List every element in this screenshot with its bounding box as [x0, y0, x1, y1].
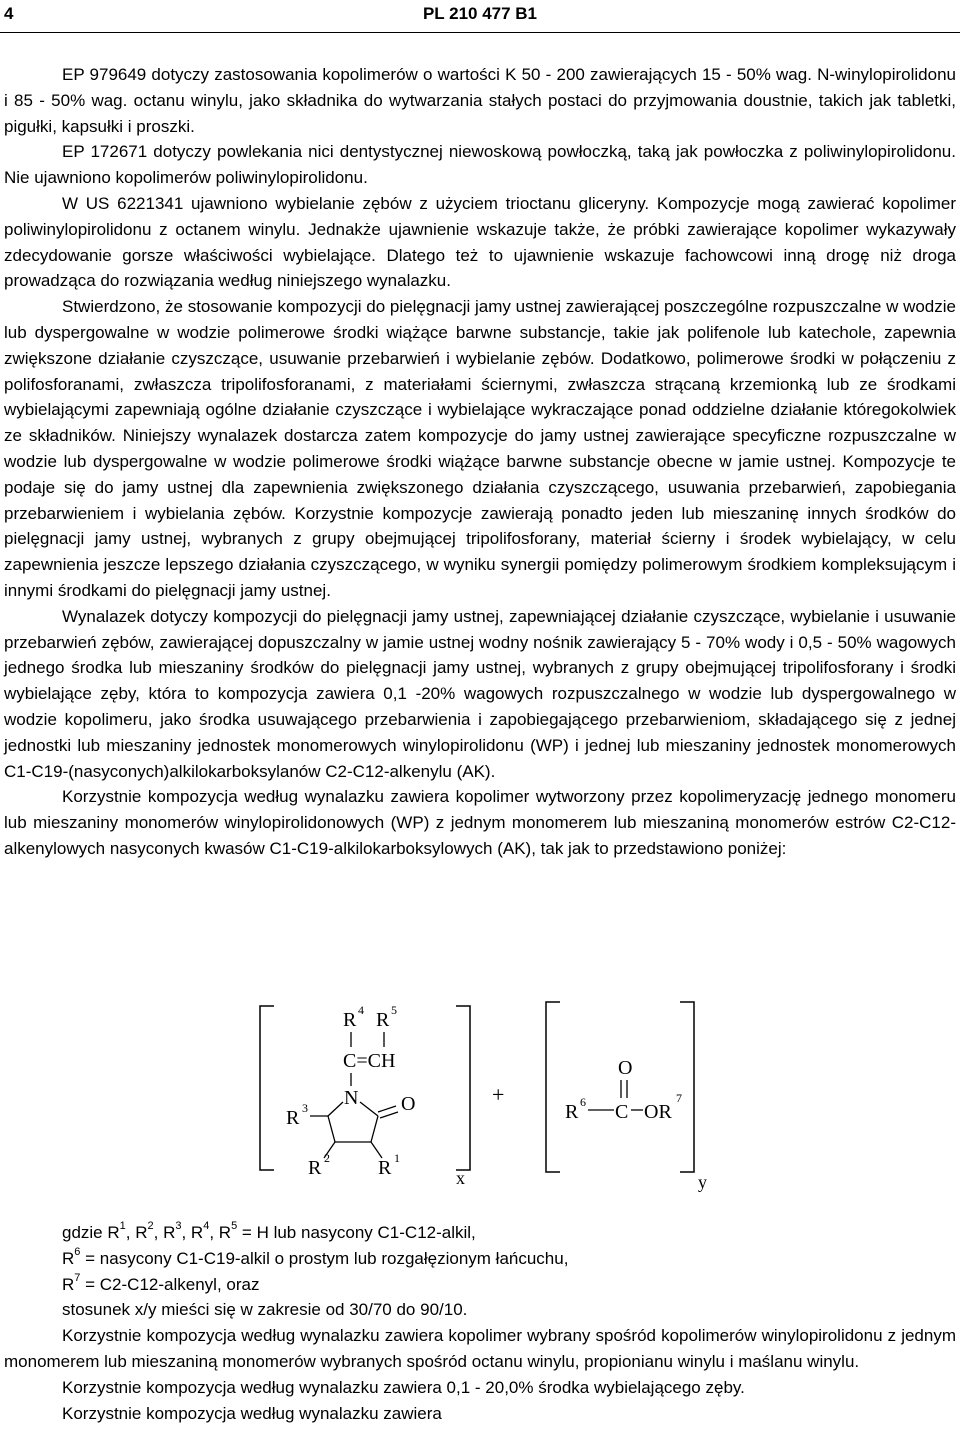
paragraph-ep979649: EP 979649 dotyczy zastosowania kopolimerów o wartości K 50 - 200 zawierających 15 - 50% wag. N-winylopirolidonu i 85 - 50% wag. octanu winylu, jako składnika do wytwarzania stałych postaci do przyjmowania doustnie, takich jak tabletki, pigułki, kapsułki i proszki. — [4, 65, 956, 136]
chemical-formula — [240, 992, 960, 1202]
def-text: , R — [153, 1223, 176, 1242]
label-oxygen-top: O — [618, 1057, 633, 1079]
document-body — [4, 62, 956, 862]
def-text: R — [62, 1274, 75, 1294]
bond-c-o-2 — [380, 1112, 398, 1118]
def-text: gdzie R — [62, 1223, 120, 1242]
label-or7: OR — [644, 1101, 672, 1123]
def-text: , R — [181, 1223, 204, 1242]
def-sup: 3 — [175, 1220, 182, 1233]
label-r4: R — [343, 1009, 357, 1031]
def-text: = H lub nasycony C1-C12-alkil, — [237, 1223, 476, 1242]
paragraph-copolymer-selection: Korzystnie kompozycja według wynalazku zawiera kopolimer wybrany spośród kopolimerów winylopirolidonu z jednym monomerem lub mieszaniną monomerów wybranych spośród octanu winylu, propionianu winylu i maślanu winylu. — [4, 1326, 956, 1371]
def-sup: 1 — [119, 1220, 126, 1233]
label-r2-sup: 2 — [324, 1151, 330, 1165]
bond-r1 — [371, 1142, 382, 1158]
def-sup: 5 — [231, 1220, 238, 1233]
label-r7-sup: 7 — [676, 1091, 682, 1105]
formula-drawing — [240, 992, 960, 1202]
bond-c-o-1 — [378, 1106, 396, 1112]
def-text: , R — [125, 1223, 148, 1242]
right-bracket-close — [680, 1002, 694, 1172]
label-r4-sup: 4 — [358, 1003, 364, 1017]
paragraph-invention: Wynalazek dotyczy kompozycji do pielęgnacji jamy ustnej, zapewniającej działanie czyszczące, wybielanie i usuwanie przebarwień zębów, zawierającej dopuszczalny w jamie ustnej wodny nośnik zawierający 5 - 70% wody i 0,5 - 50% wagowych jednego środka lub mieszaniny środków do pielęgnacji jamy ustnej, wybranych z grupy obejmującej tripolifosforany i środki wybielające zęby, która to kompozycja zawiera 0,1 -20% wagowych rozpuszczalnego w wodzie lub dyspergowalnego w wodzie kopolimeru, jako środka usuwającego przebarwienia i zapobiegającego przebarwieniom, składającego się z jednej jednostki lub mieszaniny jednostek monomerowych winylopirolidonu (WP) i jednej lub mieszaniny jednostek monomerowych C1-C19-(nasyconych)alkilokarboksylanów C2-C12-alkenylu (AK). — [4, 606, 956, 781]
definition-ratio: stosunek x/y mieści się w zakresie od 30/70 do 90/10. — [62, 1300, 468, 1320]
label-carbon: C — [615, 1101, 629, 1123]
label-r3-sup: 3 — [302, 1101, 308, 1115]
right-bracket-open — [546, 1002, 560, 1172]
label-r5-sup: 5 — [391, 1003, 397, 1017]
left-bracket-open — [260, 1006, 274, 1170]
def-text: , R — [209, 1223, 232, 1242]
bond-c-n-left — [328, 1102, 343, 1116]
page-number: 4 — [4, 4, 14, 23]
header-divider — [0, 32, 960, 33]
label-r2: R — [308, 1157, 322, 1179]
document-id: PL 210 477 B1 — [422, 4, 538, 23]
paragraph-composition-contains: Korzystnie kompozycja według wynalazku zawiera — [62, 1403, 442, 1423]
definitions-section — [4, 1220, 956, 1426]
definition-r6 — [62, 1246, 956, 1272]
label-r5: R — [376, 1009, 390, 1031]
bond-ring-right — [371, 1116, 378, 1142]
bond-n-c — [360, 1102, 378, 1116]
def-sup: 4 — [203, 1220, 210, 1233]
paragraph-copolymer: Korzystnie kompozycja według wynalazku zawiera kopolimer wytworzony przez kopolimeryzację jednego monomeru lub mieszaniny monomerów winylopirolidonowych (WP) z jednym monomerem lub mieszaniną monomerów estrów C2-C12-alkenylowych nasyconych kwasów C1-C19-alkilokarboksylowych (AK), tak jak to przedstawiono poniżej: — [4, 787, 956, 858]
def-text: = nasycony C1-C19-alkil o prostym lub rozgałęzionym łańcuchu, — [80, 1248, 569, 1268]
label-vinyl: C=CH — [343, 1050, 396, 1072]
paragraph-us6221341: W US 6221341 ujawniono wybielanie zębów z użyciem trioctanu gliceryny. Kompozycje mogą zawierać kopolimer poliwinylopirolidonu z octanem winylu. Jednakże ujawnienie wskazuje także, że próbki zawierające kopolimer wykazywały zdecydowanie gorsze właściwości wybielające. Dlatego też to ujawnienie wskazuje fachowcowi inną drogę niż droga prowadząca do rozwiązania według niniejszego wynalazku. — [4, 193, 956, 291]
paragraph-findings: Stwierdzono, że stosowanie kompozycji do pielęgnacji jamy ustnej zawierającej poszczególne rozpuszczalne w wodzie lub dyspergowalne w wodzie polimerowe środki wiążące barwne substancje, takie jak polifenole lub katechole, zapewnia zwiększone działanie czyszczące, usuwanie przebarwień i wybielanie zębów. Dodatkowo, polimerowe środki w połączeniu z polifosforanami, zwłaszcza tripolifosforanami, z materiałami ściernymi, zwłaszcza strącaną krzemionką lub ze środkami wybielającymi zapewniają ogólne działanie czyszczące i wybielające wykraczające ponad oddzielne działanie któregokolwiek ze składników. Niniejszy wynalazek dostarcza zatem kompozycje do jamy ustnej zawierające specyficzne rozpuszczalne w wodzie lub dyspergowalne w wodzie polimerowe środki wiążące barwne substancje obecne w jamie ustnej. Kompozycje te podaje się do jamy ustnej dla zapewnienia zwiększonego działania czyszczącego, usuwania przebarwień, zapobiegania przebarwieniem i wybielania zębów. Korzystnie kompozycje zawierają ponadto jeden lub mieszaninę innych środków do pielęgnacji jamy ustnej, wybranych z grupy obejmującej tripolifosforany, materiał ścierny i środek wybielający, w celu zapewnienia jeszcze lepszego działania czyszczącego, w wyniku synergii pomiędzy polimerowym środkiem kompleksującym i innymi środkami do pielęgnacji jamy ustnej. — [4, 297, 956, 600]
definition-r7 — [62, 1272, 956, 1298]
def-sup: 7 — [74, 1271, 81, 1284]
plus-sign: + — [492, 1082, 505, 1107]
label-r6: R — [565, 1101, 579, 1123]
label-oxygen-ring: O — [401, 1093, 416, 1115]
label-r1: R — [378, 1157, 392, 1179]
def-sup: 6 — [74, 1246, 81, 1259]
page-header — [0, 0, 960, 40]
def-text: = C2-C12-alkenyl, oraz — [80, 1274, 260, 1294]
definition-r1-r5 — [62, 1220, 956, 1246]
paragraph-ep172671: EP 172671 dotyczy powlekania nici dentystycznej niewoskową powłoczką, taką jak powłoczka z poliwinylopirolidonu. Nie ujawniono kopolimerów poliwinylopirolidonu. — [4, 142, 956, 188]
label-r3: R — [286, 1107, 300, 1129]
subscript-x: x — [456, 1168, 465, 1188]
label-r1-sup: 1 — [394, 1151, 400, 1165]
left-bracket-close — [456, 1006, 470, 1170]
label-nitrogen: N — [344, 1087, 359, 1109]
def-sup: 2 — [147, 1220, 154, 1233]
paragraph-whitening-amount: Korzystnie kompozycja według wynalazku zawiera 0,1 - 20,0% środka wybielającego zęby. — [62, 1377, 745, 1397]
def-text: R — [62, 1248, 75, 1268]
bond-ring-left — [328, 1116, 335, 1142]
subscript-y: y — [698, 1172, 707, 1192]
label-r6-sup: 6 — [580, 1095, 586, 1109]
